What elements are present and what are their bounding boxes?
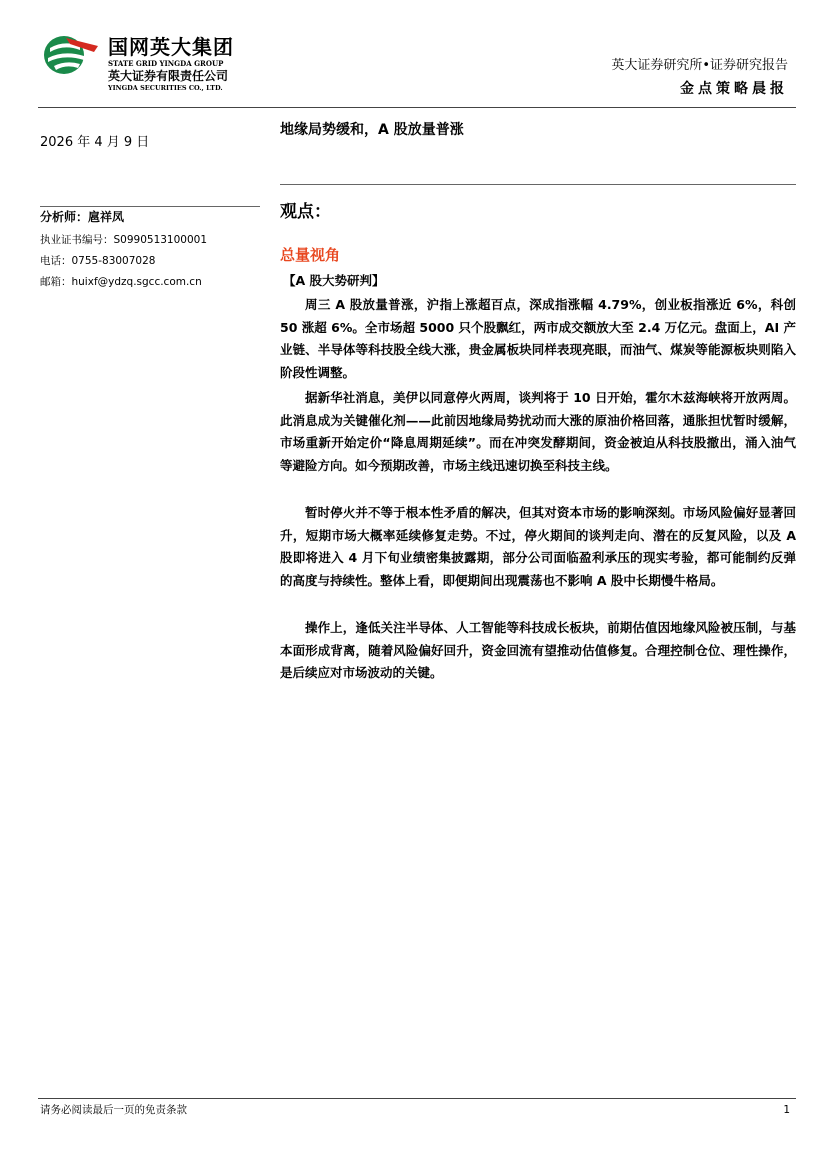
institute-label: 英大证券研究所•证券研究报告 bbox=[611, 58, 788, 73]
phone-number: 电话：0755-83007028 bbox=[40, 255, 156, 267]
page-number: 1 bbox=[783, 1104, 790, 1116]
section-heading: 总量视角 bbox=[280, 246, 341, 264]
body-paragraph-2: 据新华社消息，美伊以同意停火两周，谈判将于 10 日开始，霍尔木兹海峡将开放两周。此消息成为关键催化剂——此前因地缘局势扰动而大涨的原油价格回落，通胀担忧暂时缓解，市场重新开始定价“降息周期延续”。而在冲突发酵期间，资金被迫从科技股撤出，涌入油气等避险方向。如今预期改善，市场主线迅速切换至科技主线。 bbox=[280, 390, 796, 473]
logo-en-text: STATE GRID YINGDA GROUP bbox=[108, 59, 224, 68]
report-series-title: 金点策略晨报 bbox=[680, 81, 788, 97]
logo-sub-cn-text: 英大证券有限责任公司 bbox=[108, 69, 229, 83]
body-paragraph-4: 操作上，逢低关注半导体、人工智能等科技成长板块，前期估值因地缘风险被压制，与基本面形成背离，随着风险偏好回升，资金回流有望推动估值修复。合理控制仓位、理性操作，是后续应对市场波动的关键。 bbox=[280, 620, 796, 681]
footer-disclaimer: 请务必阅读最后一页的免责条款 bbox=[40, 1104, 187, 1116]
report-date: 2026 年 4 月 9 日 bbox=[40, 135, 150, 150]
logo-sub-en-text: YINGDA SECURITIES CO., LTD. bbox=[108, 84, 223, 92]
license-number: 执业证书编号：S0990513100001 bbox=[40, 234, 208, 246]
company-logo-icon bbox=[40, 34, 100, 76]
subsection-heading: 【A 股大势研判】 bbox=[283, 273, 385, 288]
analyst-name: 分析师：扈祥凤 bbox=[40, 210, 125, 224]
header-divider bbox=[38, 107, 796, 108]
title-divider bbox=[280, 184, 796, 185]
body-paragraph-1: 周三 A 股放量普涨，沪指上涨超百点，深成指涨幅 4.79%，创业板指涨近 6%，科创 50 涨超 6%。全市场超 5000 只个股飘红，两市成交额放大至 2.4 万亿元。盘面上，AI 产业链、半导体等科技股全线大涨，贵金属板块同样表现亮眼，而油气、煤炭等能源板块则陷入阶段性调整。 bbox=[280, 297, 796, 380]
viewpoint-heading: 观点： bbox=[280, 202, 331, 222]
logo-cn-text: 国网英大集团 bbox=[108, 35, 234, 59]
report-title: 地缘局势缓和，A 股放量普涨 bbox=[280, 122, 464, 138]
footer-divider bbox=[38, 1098, 796, 1099]
email-address: 邮箱：huixf@ydzq.sgcc.com.cn bbox=[40, 276, 202, 288]
body-paragraph-3: 暂时停火并不等于根本性矛盾的解决，但其对资本市场的影响深刻。市场风险偏好显著回升，短期市场大概率延续修复走势。不过，停火期间的谈判走向、潜在的反复风险，以及 A 股即将进入 4 月下旬业绩密集披露期，部分公司面临盈利承压的现实考验，都可能制约反弹的高度与持续性。整体上看，即便期间出现震荡也不影响 A 股中长期慢牛格局。 bbox=[280, 505, 796, 588]
left-divider bbox=[40, 206, 260, 207]
